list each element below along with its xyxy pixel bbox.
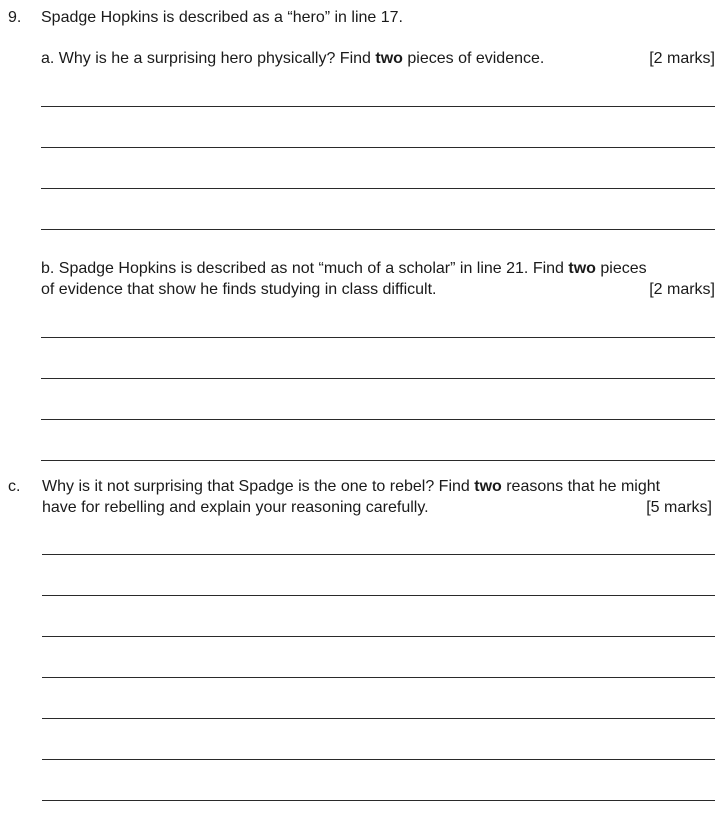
part-b-prompt-line1 (41, 258, 647, 279)
part-c-text-after: reasons that he might (501, 478, 661, 495)
part-b-answer-line[interactable] (41, 460, 715, 461)
part-a-answer-line[interactable] (41, 229, 715, 230)
part-c-answer-line[interactable] (42, 554, 715, 555)
part-b-bold: two (568, 260, 596, 277)
part-b-answer-line[interactable] (41, 378, 715, 379)
part-c-bold: two (474, 478, 502, 495)
part-c-label: c. (8, 478, 21, 495)
part-a-answer-line[interactable] (41, 147, 715, 148)
part-c-prompt-line1 (42, 476, 660, 497)
part-c-answer-line[interactable] (42, 677, 715, 678)
part-c-answer-line[interactable] (42, 636, 715, 637)
part-c-marks: [5 marks] (646, 499, 712, 516)
part-a-answer-line[interactable] (41, 106, 715, 107)
part-c-text-before: Why is it not surprising that Spadge is the one to rebel? Find (42, 478, 475, 495)
part-b-answer-line[interactable] (41, 419, 715, 420)
question-number: 9. (8, 9, 22, 26)
part-c-prompt-line2: have for rebelling and explain your reasoning carefully. (42, 499, 429, 516)
part-b-text-after: pieces (595, 260, 647, 277)
part-a-text-after: pieces of evidence. (402, 50, 545, 67)
part-a-marks: [2 marks] (649, 50, 715, 67)
part-c-answer-line[interactable] (42, 595, 715, 596)
part-a-prompt (41, 48, 544, 69)
part-a-bold: two (375, 50, 403, 67)
part-b-answer-line[interactable] (41, 337, 715, 338)
part-b-marks: [2 marks] (649, 281, 715, 298)
part-c-answer-line[interactable] (42, 718, 715, 719)
part-a-text-before: a. Why is he a surprising hero physically? Find (41, 50, 376, 67)
part-a-answer-line[interactable] (41, 188, 715, 189)
part-b-prompt-line2: of evidence that show he finds studying in class difficult. (41, 281, 437, 298)
part-b-text-before: b. Spadge Hopkins is described as not “much of a scholar” in line 21. Find (41, 260, 569, 277)
question-title: Spadge Hopkins is described as a “hero” in line 17. (41, 9, 403, 26)
part-c-answer-line[interactable] (42, 759, 715, 760)
part-c-answer-line[interactable] (42, 800, 715, 801)
